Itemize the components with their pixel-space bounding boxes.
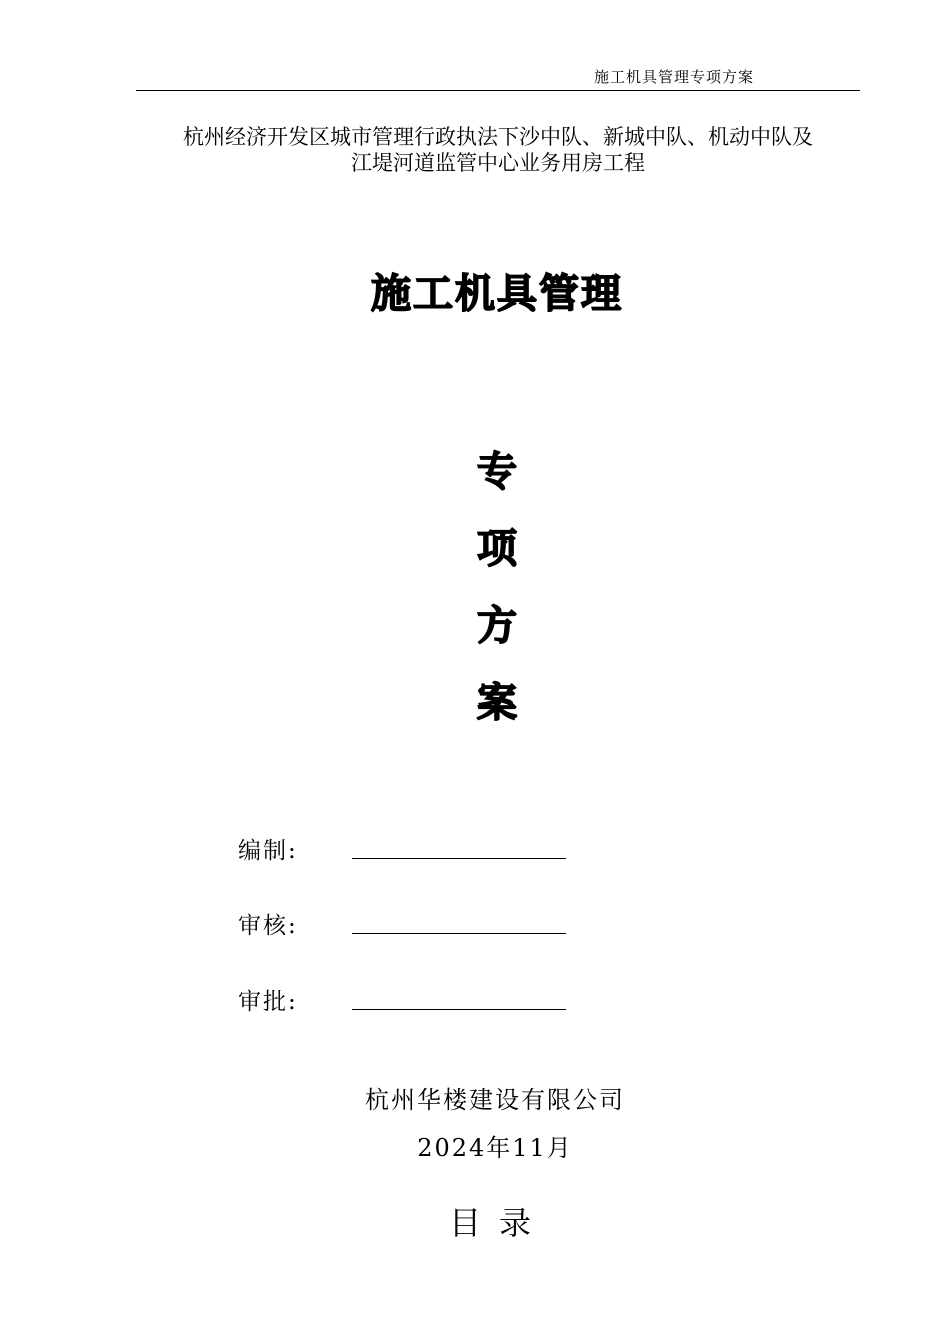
sign-row-review: [238, 907, 578, 937]
sign-label: 审核:: [238, 913, 298, 939]
vertical-subtitle-char: 项: [477, 526, 517, 572]
toc-title: 目录: [448, 1204, 549, 1242]
header-rule: [136, 90, 860, 91]
running-header: 施工机具管理专项方案: [593, 68, 754, 86]
sign-label: 编制:: [238, 838, 298, 864]
vertical-subtitle: [470, 440, 524, 748]
sign-row-approve: [238, 983, 578, 1013]
signature-line: [352, 858, 566, 859]
sign-label: 审批:: [238, 989, 298, 1015]
signature-line: [352, 1009, 566, 1010]
document-date: 2024年11月: [417, 1134, 573, 1162]
vertical-subtitle-char: 专: [477, 449, 517, 495]
project-title-line-2: 江堤河道监管中心业务用房工程: [351, 151, 645, 175]
vertical-subtitle-char: 方: [477, 603, 517, 649]
company-name: 杭州华楼建设有限公司: [365, 1086, 625, 1114]
main-title: 施工机具管理: [371, 271, 623, 317]
signature-line: [352, 933, 566, 934]
project-title-line-1: 杭州经济开发区城市管理行政执法下沙中队、新城中队、机动中队及: [183, 125, 813, 149]
vertical-subtitle-char: 案: [477, 680, 517, 726]
sign-row-compile: [238, 832, 578, 862]
project-title: [120, 124, 876, 176]
